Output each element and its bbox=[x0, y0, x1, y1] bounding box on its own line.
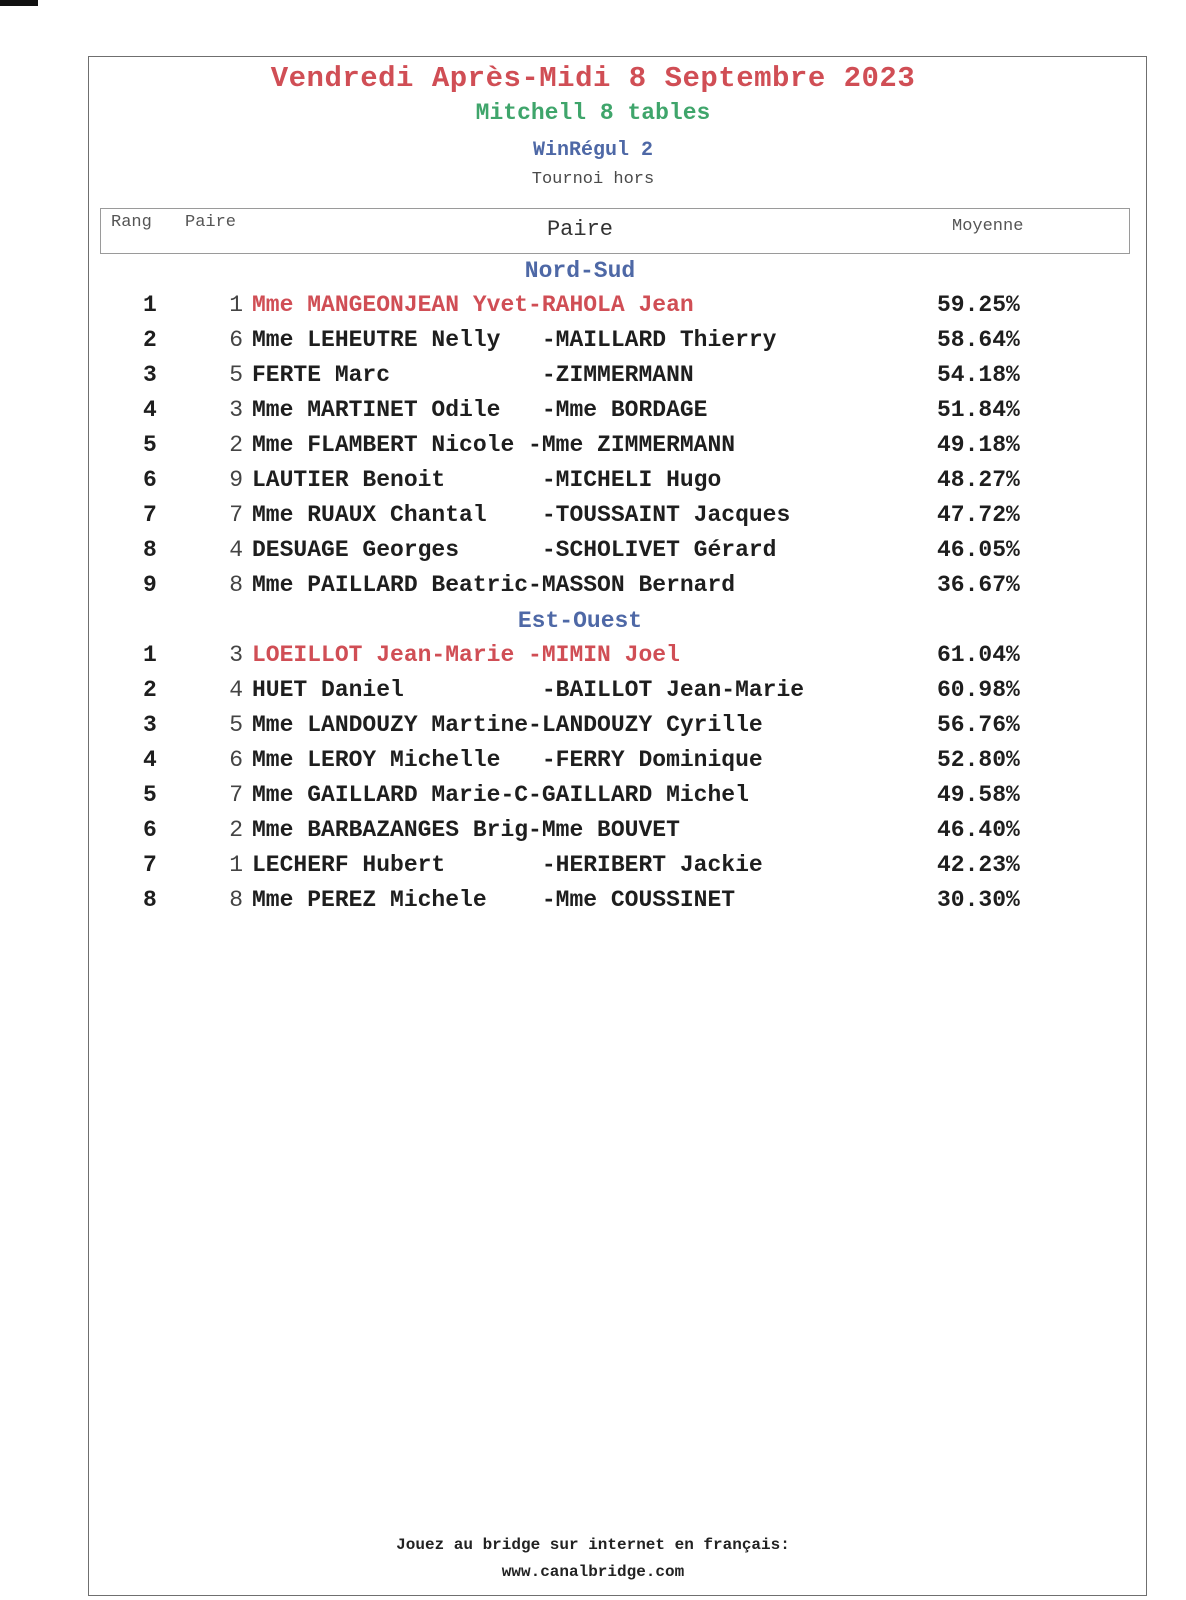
pair-number-cell: 7 bbox=[229, 502, 243, 528]
table-row bbox=[0, 677, 1186, 711]
pair-number-cell: 4 bbox=[229, 537, 243, 563]
rank-cell: 8 bbox=[143, 887, 157, 913]
rank-cell: 8 bbox=[143, 537, 157, 563]
tournament-type: Mitchell 8 tables bbox=[475, 100, 711, 126]
table-row bbox=[0, 572, 1186, 606]
table-row bbox=[0, 432, 1186, 466]
table-row bbox=[0, 292, 1186, 326]
pair-names-cell: DESUAGE Georges -SCHOLIVET Gérard bbox=[252, 537, 777, 563]
score-cell: 30.30% bbox=[937, 887, 1020, 913]
score-cell: 61.04% bbox=[937, 642, 1020, 668]
software-name: WinRégul 2 bbox=[532, 139, 654, 162]
rank-cell: 5 bbox=[143, 432, 157, 458]
pair-names-cell: Mme LEHEUTRE Nelly -MAILLARD Thierry bbox=[252, 327, 777, 353]
table-row bbox=[0, 327, 1186, 361]
score-cell: 36.67% bbox=[937, 572, 1020, 598]
score-cell: 49.58% bbox=[937, 782, 1020, 808]
pair-names-cell: HUET Daniel -BAILLOT Jean-Marie bbox=[252, 677, 805, 703]
rank-cell: 7 bbox=[143, 852, 157, 878]
rank-cell: 3 bbox=[143, 362, 157, 388]
footer-url: www.canalbridge.com bbox=[501, 1563, 685, 1581]
rank-cell: 7 bbox=[143, 502, 157, 528]
pair-names-cell: Mme LEROY Michelle -FERRY Dominique bbox=[252, 747, 763, 773]
rank-cell: 4 bbox=[143, 397, 157, 423]
table-row bbox=[0, 747, 1186, 781]
pair-names-cell: Mme GAILLARD Marie-C-GAILLARD Michel bbox=[252, 782, 749, 808]
pair-number-cell: 3 bbox=[229, 397, 243, 423]
pair-number-cell: 6 bbox=[229, 747, 243, 773]
pair-number-cell: 8 bbox=[229, 572, 243, 598]
rank-cell: 9 bbox=[143, 572, 157, 598]
score-cell: 60.98% bbox=[937, 677, 1020, 703]
pair-number-cell: 9 bbox=[229, 467, 243, 493]
score-cell: 49.18% bbox=[937, 432, 1020, 458]
pair-names-cell: Mme PAILLARD Beatric-MASSON Bernard bbox=[252, 572, 736, 598]
rank-cell: 1 bbox=[143, 642, 157, 668]
pair-names-cell: FERTE Marc -ZIMMERMANN bbox=[252, 362, 694, 388]
table-row bbox=[0, 362, 1186, 396]
column-header-paire: Paire bbox=[546, 217, 613, 242]
rank-cell: 4 bbox=[143, 747, 157, 773]
rank-cell: 2 bbox=[143, 327, 157, 353]
table-row bbox=[0, 642, 1186, 676]
table-row bbox=[0, 887, 1186, 921]
score-cell: 59.25% bbox=[937, 292, 1020, 318]
pair-names-cell: Mme BARBAZANGES Brig-Mme BOUVET bbox=[252, 817, 680, 843]
column-header-moyenne: Moyenne bbox=[952, 217, 1024, 236]
table-row bbox=[0, 852, 1186, 886]
score-cell: 51.84% bbox=[937, 397, 1020, 423]
column-header-paire-number: Paire bbox=[185, 213, 237, 232]
table-row bbox=[0, 782, 1186, 816]
rank-cell: 6 bbox=[143, 467, 157, 493]
pair-names-cell: Mme PEREZ Michele -Mme COUSSINET bbox=[252, 887, 736, 913]
page-title: Vendredi Après-Midi 8 Septembre 2023 bbox=[270, 62, 916, 95]
pair-names-cell: LAUTIER Benoit -MICHELI Hugo bbox=[252, 467, 722, 493]
column-header-rang: Rang bbox=[111, 213, 152, 232]
pair-number-cell: 6 bbox=[229, 327, 243, 353]
rank-cell: 3 bbox=[143, 712, 157, 738]
score-cell: 48.27% bbox=[937, 467, 1020, 493]
pair-names-cell: LECHERF Hubert -HERIBERT Jackie bbox=[252, 852, 763, 878]
section-title-nord-sud: Nord-Sud bbox=[524, 258, 636, 284]
pair-number-cell: 1 bbox=[229, 292, 243, 318]
section-title-est-ouest: Est-Ouest bbox=[517, 608, 643, 634]
table-row bbox=[0, 502, 1186, 536]
table-row bbox=[0, 537, 1186, 571]
pair-number-cell: 2 bbox=[229, 432, 243, 458]
pair-number-cell: 5 bbox=[229, 712, 243, 738]
score-cell: 56.76% bbox=[937, 712, 1020, 738]
pair-number-cell: 4 bbox=[229, 677, 243, 703]
pair-number-cell: 7 bbox=[229, 782, 243, 808]
pair-names-cell: Mme MANGEONJEAN Yvet-RAHOLA Jean bbox=[252, 292, 694, 318]
tournament-note: Tournoi hors bbox=[531, 170, 655, 189]
rank-cell: 5 bbox=[143, 782, 157, 808]
pair-number-cell: 2 bbox=[229, 817, 243, 843]
score-cell: 46.05% bbox=[937, 537, 1020, 563]
table-row bbox=[0, 712, 1186, 746]
pair-number-cell: 8 bbox=[229, 887, 243, 913]
table-row bbox=[0, 397, 1186, 431]
footer-promo: Jouez au bridge sur internet en français: bbox=[396, 1536, 790, 1554]
pair-names-cell: Mme FLAMBERT Nicole -Mme ZIMMERMANN bbox=[252, 432, 736, 458]
rank-cell: 6 bbox=[143, 817, 157, 843]
pair-names-cell: Mme MARTINET Odile -Mme BORDAGE bbox=[252, 397, 708, 423]
pair-names-cell: LOEILLOT Jean-Marie -MIMIN Joel bbox=[252, 642, 680, 668]
pair-names-cell: Mme RUAUX Chantal -TOUSSAINT Jacques bbox=[252, 502, 791, 528]
pair-number-cell: 3 bbox=[229, 642, 243, 668]
score-cell: 47.72% bbox=[937, 502, 1020, 528]
rank-cell: 1 bbox=[143, 292, 157, 318]
score-cell: 58.64% bbox=[937, 327, 1020, 353]
rank-cell: 2 bbox=[143, 677, 157, 703]
score-cell: 46.40% bbox=[937, 817, 1020, 843]
score-cell: 42.23% bbox=[937, 852, 1020, 878]
scan-corner-mark bbox=[0, 0, 38, 6]
score-cell: 52.80% bbox=[937, 747, 1020, 773]
pair-names-cell: Mme LANDOUZY Martine-LANDOUZY Cyrille bbox=[252, 712, 763, 738]
pair-number-cell: 1 bbox=[229, 852, 243, 878]
table-row bbox=[0, 817, 1186, 851]
pair-number-cell: 5 bbox=[229, 362, 243, 388]
score-cell: 54.18% bbox=[937, 362, 1020, 388]
table-row bbox=[0, 467, 1186, 501]
